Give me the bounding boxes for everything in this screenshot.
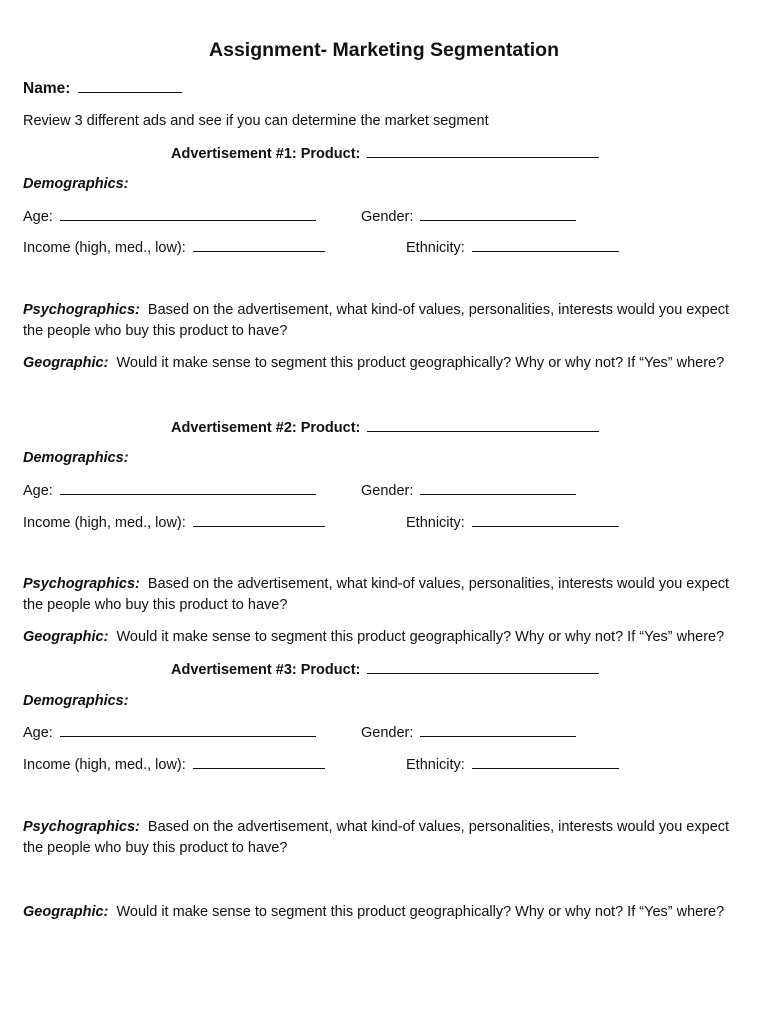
ethnicity-label: Ethnicity: <box>406 515 465 531</box>
ad-1-income-field <box>23 238 325 257</box>
ad-2-product-blank[interactable] <box>367 418 599 432</box>
ad-3-gender-field <box>361 723 576 742</box>
intro-text: Review 3 different ads and see if you can determine the market segment <box>23 113 489 129</box>
gender-blank[interactable] <box>420 723 576 737</box>
gender-blank[interactable] <box>420 207 576 221</box>
geographic-label: Geographic: <box>23 355 109 371</box>
age-label: Age: <box>23 725 53 741</box>
ad-2-gender-field <box>361 481 576 500</box>
gender-label: Gender: <box>361 483 414 499</box>
psychographics-question: Based on the advertisement, what kind-of values, personalities, interests would you expect the people who buy this product to have? <box>23 819 730 856</box>
age-blank[interactable] <box>60 207 316 221</box>
geographic-label: Geographic: <box>23 629 109 645</box>
ad-3-age-field <box>23 723 316 742</box>
ad-1-demographics-heading: Demographics: <box>23 176 129 192</box>
ad-1-label: Advertisement #1: Product: <box>171 146 361 162</box>
ad-1-product-blank[interactable] <box>367 144 599 158</box>
income-label: Income (high, med., low): <box>23 240 186 256</box>
income-blank[interactable] <box>193 513 325 527</box>
ad-1-product <box>171 144 599 163</box>
ad-2-demographics-heading: Demographics: <box>23 450 129 466</box>
age-label: Age: <box>23 483 53 499</box>
gender-label: Gender: <box>361 209 414 225</box>
ad-3-demographics-heading: Demographics: <box>23 693 129 709</box>
geographic-question: Would it make sense to segment this product geographically? Why or why not? If “Yes” where? <box>116 904 725 920</box>
gender-blank[interactable] <box>420 481 576 495</box>
age-blank[interactable] <box>60 481 316 495</box>
ad-2-product <box>171 418 599 437</box>
ethnicity-label: Ethnicity: <box>406 240 465 256</box>
ad-2-label: Advertisement #2: Product: <box>171 420 361 436</box>
ad-3-ethnicity-field <box>406 755 619 774</box>
psychographics-question: Based on the advertisement, what kind-of values, personalities, interests would you expect the people who buy this product to have? <box>23 576 730 613</box>
psychographics-label: Psychographics: <box>23 576 140 592</box>
ad-3-geographic <box>23 902 745 923</box>
ad-1-psychographics <box>23 300 745 342</box>
ad-2-age-field <box>23 481 316 500</box>
ad-1-ethnicity-field <box>406 238 619 257</box>
ethnicity-blank[interactable] <box>472 755 619 769</box>
ad-1-age-field <box>23 207 316 226</box>
ad-3-psychographics <box>23 817 745 859</box>
ethnicity-blank[interactable] <box>472 513 619 527</box>
gender-label: Gender: <box>361 725 414 741</box>
geographic-question: Would it make sense to segment this product geographically? Why or why not? If “Yes” where? <box>116 355 725 371</box>
ad-2-ethnicity-field <box>406 513 619 532</box>
ad-1-geographic <box>23 353 745 374</box>
age-label: Age: <box>23 209 53 225</box>
ad-2-psychographics <box>23 574 745 616</box>
page-title: Assignment- Marketing Segmentation <box>209 39 559 61</box>
ad-2-income-field <box>23 513 325 532</box>
geographic-label: Geographic: <box>23 904 109 920</box>
income-blank[interactable] <box>193 755 325 769</box>
age-blank[interactable] <box>60 723 316 737</box>
ad-2-geographic <box>23 627 745 648</box>
psychographics-label: Psychographics: <box>23 819 140 835</box>
income-blank[interactable] <box>193 238 325 252</box>
name-blank[interactable] <box>78 79 182 93</box>
ad-1-gender-field <box>361 207 576 226</box>
psychographics-question: Based on the advertisement, what kind-of values, personalities, interests would you expect the people who buy this product to have? <box>23 302 730 339</box>
income-label: Income (high, med., low): <box>23 515 186 531</box>
ad-3-income-field <box>23 755 325 774</box>
ethnicity-label: Ethnicity: <box>406 757 465 773</box>
ad-3-product <box>171 660 599 679</box>
geographic-question: Would it make sense to segment this product geographically? Why or why not? If “Yes” where? <box>116 629 725 645</box>
ethnicity-blank[interactable] <box>472 238 619 252</box>
name-field <box>23 79 182 98</box>
name-label: Name: <box>23 80 71 97</box>
income-label: Income (high, med., low): <box>23 757 186 773</box>
ad-3-label: Advertisement #3: Product: <box>171 662 361 678</box>
ad-3-product-blank[interactable] <box>367 660 599 674</box>
psychographics-label: Psychographics: <box>23 302 140 318</box>
